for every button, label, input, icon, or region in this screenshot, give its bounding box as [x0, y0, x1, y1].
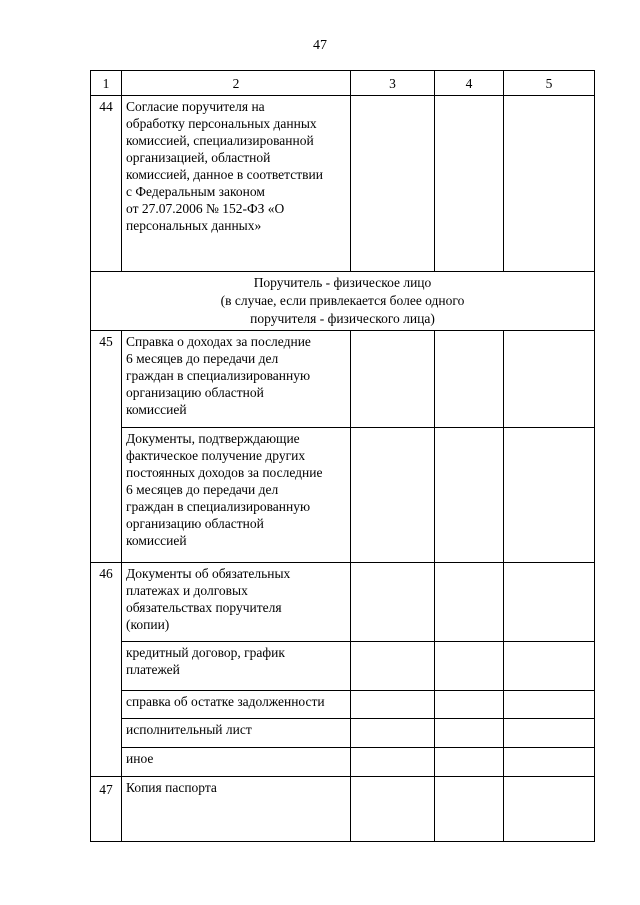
- empty-cell: [504, 563, 595, 642]
- document-description: Согласие поручителя на обработку персональных данных комиссией, специализированной организацией, областной комиссией, данное в соответствии с Федеральным законом от 27.07.2006 № 152-ФЗ «О персональных данных»: [122, 96, 351, 272]
- empty-cell: [351, 96, 435, 272]
- section-row: [91, 272, 595, 331]
- table-row-45b: [91, 428, 595, 563]
- table-row-46a: [91, 563, 595, 642]
- empty-cell: [435, 428, 504, 563]
- empty-cell: [504, 691, 595, 719]
- row-number: 45: [91, 331, 122, 563]
- page-number: 47: [313, 38, 327, 53]
- empty-cell: [504, 428, 595, 563]
- row-number: 47: [91, 777, 122, 842]
- document-description: справка об остатке задолженности: [122, 691, 351, 719]
- header-col-3: 3: [351, 71, 435, 96]
- empty-cell: [435, 719, 504, 748]
- table-row-44: [91, 96, 595, 272]
- empty-cell: [504, 642, 595, 691]
- empty-cell: [351, 719, 435, 748]
- header-col-4: 4: [435, 71, 504, 96]
- table-row-46e: [91, 748, 595, 777]
- document-description: Документы об обязательных платежах и долговых обязательствах поручителя (копии): [122, 563, 351, 642]
- table-row-47: [91, 777, 595, 842]
- header-col-5: 5: [504, 71, 595, 96]
- table-row-46d: [91, 719, 595, 748]
- empty-cell: [435, 777, 504, 842]
- table-row-45a: [91, 331, 595, 428]
- document-description: Документы, подтверждающие фактическое получение других постоянных доходов за последние 6 месяцев до передачи дел граждан в специализированную организацию областной комиссией: [122, 428, 351, 563]
- empty-cell: [435, 563, 504, 642]
- row-number: 46: [91, 563, 122, 777]
- document-description: Копия паспорта: [122, 777, 351, 842]
- section-heading: Поручитель - физическое лицо (в случае, если привлекается более одного поручителя - физического лица): [91, 272, 595, 331]
- empty-cell: [351, 748, 435, 777]
- header-col-1: 1: [91, 71, 122, 96]
- document-description: Справка о доходах за последние 6 месяцев до передачи дел граждан в специализированную организацию областной комиссией: [122, 331, 351, 428]
- empty-cell: [351, 642, 435, 691]
- table-header-row: [91, 71, 595, 96]
- table-row-46c: [91, 691, 595, 719]
- empty-cell: [504, 748, 595, 777]
- empty-cell: [435, 96, 504, 272]
- empty-cell: [351, 777, 435, 842]
- empty-cell: [351, 563, 435, 642]
- empty-cell: [351, 428, 435, 563]
- empty-cell: [504, 331, 595, 428]
- document-description: кредитный договор, график платежей: [122, 642, 351, 691]
- empty-cell: [435, 642, 504, 691]
- empty-cell: [351, 331, 435, 428]
- empty-cell: [435, 748, 504, 777]
- empty-cell: [351, 691, 435, 719]
- table-row-46b: [91, 642, 595, 691]
- document-description: иное: [122, 748, 351, 777]
- row-number: 44: [91, 96, 122, 272]
- empty-cell: [435, 331, 504, 428]
- header-col-2: 2: [122, 71, 351, 96]
- document-table: [90, 70, 595, 842]
- empty-cell: [504, 96, 595, 272]
- empty-cell: [435, 691, 504, 719]
- empty-cell: [504, 719, 595, 748]
- document-description: исполнительный лист: [122, 719, 351, 748]
- empty-cell: [504, 777, 595, 842]
